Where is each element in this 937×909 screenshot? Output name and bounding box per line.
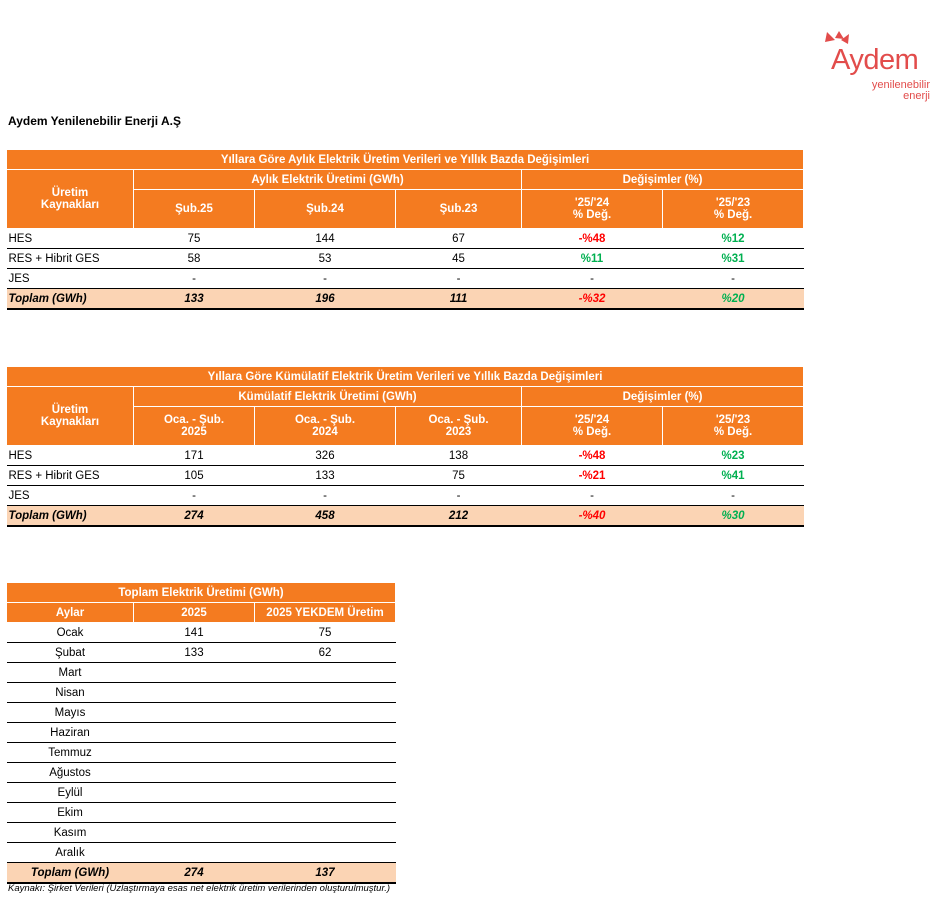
- logo-wordmark: Aydem: [831, 44, 919, 76]
- monthly-change-header-line2: % Değ.: [713, 209, 753, 221]
- total-row: [7, 863, 396, 884]
- total-row: [7, 289, 804, 310]
- cumulative-production-table: [6, 366, 804, 527]
- yekdem-cell: [255, 743, 396, 763]
- value-cell: [134, 683, 255, 703]
- yekdem-cell: 75: [255, 623, 396, 643]
- change-cell: %41: [663, 466, 804, 486]
- monthly-production-table: [6, 149, 804, 310]
- yearly-production-table: [6, 582, 396, 884]
- yearly-table-title: Toplam Elektrik Üretimi (GWh): [7, 583, 396, 603]
- cumulative-source-header-line2: Kaynakları: [40, 416, 100, 428]
- cumulative-source-header-line1: Üretim: [51, 404, 89, 416]
- change-cell: -%21: [522, 466, 663, 486]
- monthly-change-header-line1: '25/'24: [574, 197, 610, 209]
- month-cell: Mayıs: [7, 703, 134, 723]
- value-cell: 58: [134, 249, 255, 269]
- table-row: [7, 643, 396, 663]
- value-cell: 45: [396, 249, 522, 269]
- yekdem-cell: [255, 783, 396, 803]
- logo-subtitle-line1: yenilenebilir: [871, 79, 930, 91]
- monthly-col-header: Şub.24: [255, 190, 396, 229]
- value-cell: -: [134, 269, 255, 289]
- logo-subtitle-line2: enerji: [903, 90, 930, 102]
- table-row: [7, 763, 396, 783]
- monthly-col-header: Şub.23: [396, 190, 522, 229]
- cumulative-col-header: [255, 407, 396, 446]
- cumulative-change-header-line2: % Değ.: [713, 426, 753, 438]
- cumulative-col-header: [134, 407, 255, 446]
- cumulative-col-header-line2: 2023: [445, 426, 472, 438]
- cumulative-col-header: [396, 407, 522, 446]
- month-cell: Ocak: [7, 623, 134, 643]
- change-cell: -: [663, 269, 804, 289]
- value-cell: 75: [396, 466, 522, 486]
- value-cell: [134, 703, 255, 723]
- change-cell: %12: [663, 229, 804, 249]
- value-cell: [134, 743, 255, 763]
- value-cell: 133: [134, 643, 255, 663]
- source-cell: HES: [7, 446, 134, 466]
- value-cell: [134, 723, 255, 743]
- month-cell: Eylül: [7, 783, 134, 803]
- cumulative-change-header-line1: '25/'23: [715, 414, 751, 426]
- change-cell: -%48: [522, 229, 663, 249]
- table-row: [7, 486, 804, 506]
- table-row: [7, 466, 804, 486]
- yearly-col-2025: 2025: [134, 603, 255, 623]
- total-label: Toplam (GWh): [7, 506, 134, 527]
- value-cell: [134, 803, 255, 823]
- monthly-table-title: Yıllara Göre Aylık Elektrik Üretim Verileri ve Yıllık Bazda Değişimleri: [7, 150, 804, 170]
- month-cell: Şubat: [7, 643, 134, 663]
- source-cell: JES: [7, 269, 134, 289]
- total-value: 458: [255, 506, 396, 527]
- value-cell: 133: [255, 466, 396, 486]
- table-row: [7, 703, 396, 723]
- yekdem-cell: [255, 843, 396, 863]
- value-cell: 326: [255, 446, 396, 466]
- table-row: [7, 783, 396, 803]
- yekdem-cell: [255, 803, 396, 823]
- yearly-col-month: Aylar: [7, 603, 134, 623]
- monthly-group-changes: Değişimler (%): [522, 170, 804, 190]
- source-cell: RES + Hibrit GES: [7, 466, 134, 486]
- value-cell: -: [255, 486, 396, 506]
- total-change: %20: [663, 289, 804, 310]
- value-cell: 138: [396, 446, 522, 466]
- table-row: [7, 269, 804, 289]
- cumulative-col-header-line2: 2024: [312, 426, 338, 438]
- month-cell: Nisan: [7, 683, 134, 703]
- value-cell: 105: [134, 466, 255, 486]
- change-cell: %11: [522, 249, 663, 269]
- total-change: -%32: [522, 289, 663, 310]
- total-label: Toplam (GWh): [7, 289, 134, 310]
- value-cell: -: [396, 269, 522, 289]
- source-cell: JES: [7, 486, 134, 506]
- yekdem-cell: [255, 723, 396, 743]
- value-cell: -: [255, 269, 396, 289]
- table-row: [7, 663, 396, 683]
- value-cell: [134, 663, 255, 683]
- company-title: Aydem Yenilenebilir Enerji A.Ş: [8, 114, 181, 128]
- monthly-source-header-line2: Kaynakları: [40, 199, 100, 211]
- change-cell: %23: [663, 446, 804, 466]
- total-value: 111: [396, 289, 522, 310]
- monthly-group-production: Aylık Elektrik Üretimi (GWh): [134, 170, 522, 190]
- total-value: 137: [255, 863, 396, 884]
- table-row: [7, 803, 396, 823]
- total-value: 212: [396, 506, 522, 527]
- total-change: -%40: [522, 506, 663, 527]
- cumulative-change-header-line1: '25/'24: [574, 414, 610, 426]
- value-cell: -: [134, 486, 255, 506]
- source-cell: RES + Hibrit GES: [7, 249, 134, 269]
- source-footnote: Kaynakı: Şirket Verileri (Uzlaştırmaya esas net elektrik üretim verilerinden oluşturulmuştur.): [8, 883, 391, 894]
- cumulative-group-production: Kümülatif Elektrik Üretimi (GWh): [134, 387, 522, 407]
- cumulative-col-header-line1: Oca. - Şub.: [428, 414, 489, 426]
- monthly-source-header: [7, 170, 134, 229]
- value-cell: 75: [134, 229, 255, 249]
- change-cell: -: [522, 269, 663, 289]
- value-cell: 53: [255, 249, 396, 269]
- total-label: Toplam (GWh): [7, 863, 134, 884]
- yekdem-cell: [255, 703, 396, 723]
- cumulative-group-changes: Değişimler (%): [522, 387, 804, 407]
- change-cell: %31: [663, 249, 804, 269]
- cumulative-table-title: Yıllara Göre Kümülatif Elektrik Üretim Verileri ve Yıllık Bazda Değişimleri: [7, 367, 804, 387]
- table-row: [7, 723, 396, 743]
- table-row: [7, 743, 396, 763]
- total-value: 274: [134, 863, 255, 884]
- table-row: [7, 683, 396, 703]
- table-row: [7, 823, 396, 843]
- table-row: [7, 843, 396, 863]
- month-cell: Kasım: [7, 823, 134, 843]
- yearly-col-yekdem: 2025 YEKDEM Üretim: [255, 603, 396, 623]
- cumulative-source-header: [7, 387, 134, 446]
- total-change: %30: [663, 506, 804, 527]
- cumulative-change-header: [663, 407, 804, 446]
- yekdem-cell: [255, 823, 396, 843]
- value-cell: 141: [134, 623, 255, 643]
- month-cell: Ekim: [7, 803, 134, 823]
- yekdem-cell: 62: [255, 643, 396, 663]
- value-cell: 67: [396, 229, 522, 249]
- month-cell: Ağustos: [7, 763, 134, 783]
- monthly-change-header: [522, 190, 663, 229]
- total-row: [7, 506, 804, 527]
- yekdem-cell: [255, 763, 396, 783]
- value-cell: [134, 783, 255, 803]
- change-cell: -: [522, 486, 663, 506]
- table-row: [7, 249, 804, 269]
- change-cell: -%48: [522, 446, 663, 466]
- total-value: 196: [255, 289, 396, 310]
- source-cell: HES: [7, 229, 134, 249]
- cumulative-col-header-line2: 2025: [181, 426, 207, 438]
- cumulative-change-header: [522, 407, 663, 446]
- value-cell: [134, 843, 255, 863]
- value-cell: 144: [255, 229, 396, 249]
- monthly-change-header-line1: '25/'23: [715, 197, 751, 209]
- cumulative-col-header-line1: Oca. - Şub.: [294, 414, 356, 426]
- yekdem-cell: [255, 683, 396, 703]
- month-cell: Aralık: [7, 843, 134, 863]
- monthly-source-header-line1: Üretim: [51, 187, 89, 199]
- monthly-change-header: [663, 190, 804, 229]
- aydem-logo: [822, 30, 932, 100]
- monthly-col-header: Şub.25: [134, 190, 255, 229]
- total-value: 133: [134, 289, 255, 310]
- value-cell: -: [396, 486, 522, 506]
- month-cell: Mart: [7, 663, 134, 683]
- value-cell: 171: [134, 446, 255, 466]
- cumulative-change-header-line2: % Değ.: [572, 426, 612, 438]
- total-value: 274: [134, 506, 255, 527]
- table-row: [7, 229, 804, 249]
- monthly-change-header-line2: % Değ.: [572, 209, 612, 221]
- value-cell: [134, 823, 255, 843]
- yekdem-cell: [255, 663, 396, 683]
- month-cell: Haziran: [7, 723, 134, 743]
- table-row: [7, 446, 804, 466]
- month-cell: Temmuz: [7, 743, 134, 763]
- cumulative-col-header-line1: Oca. - Şub.: [163, 414, 225, 426]
- table-row: [7, 623, 396, 643]
- change-cell: -: [663, 486, 804, 506]
- value-cell: [134, 763, 255, 783]
